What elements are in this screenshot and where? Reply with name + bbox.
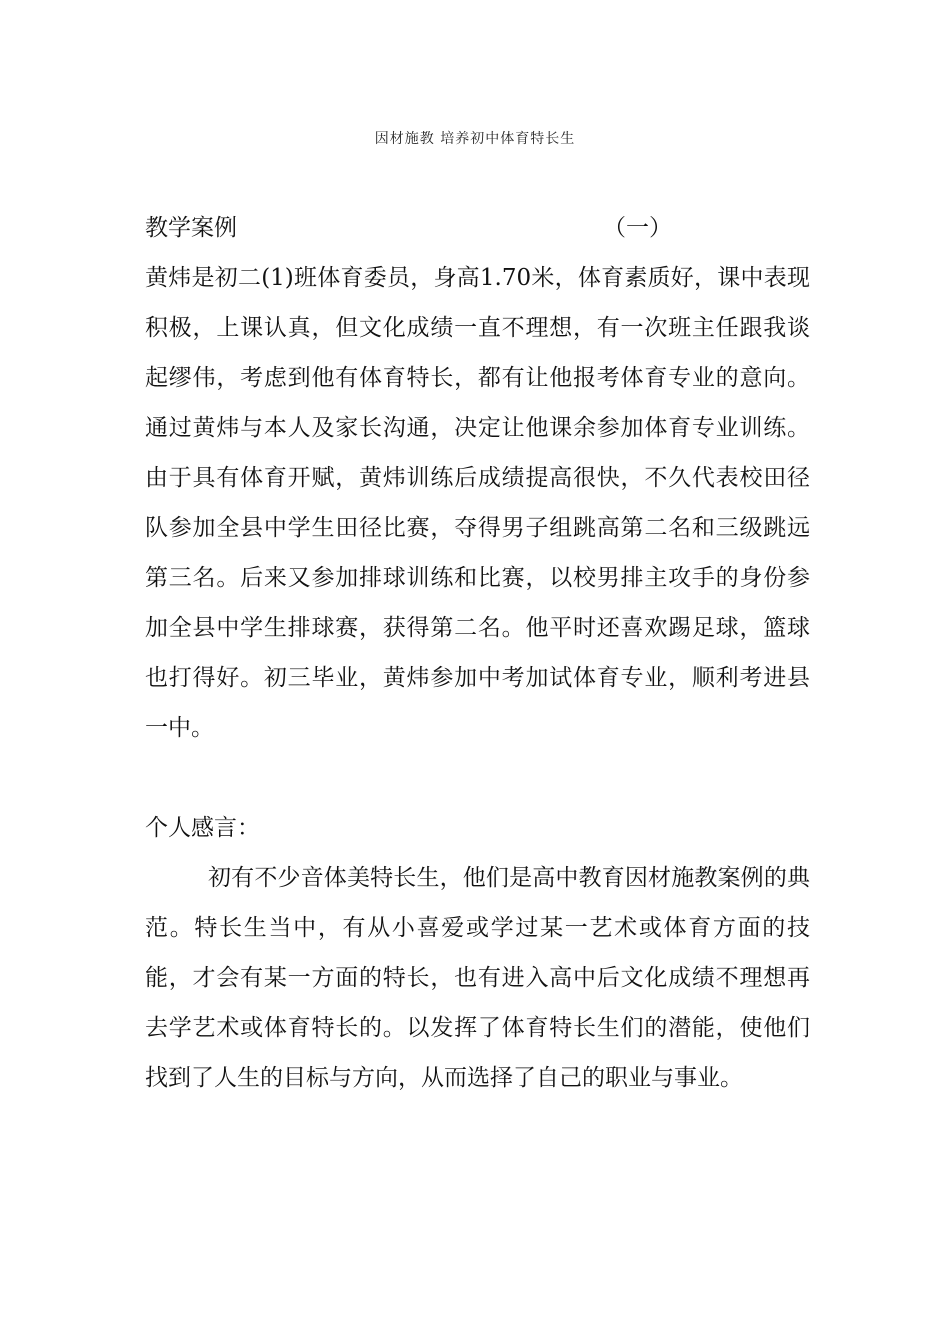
section-title-row bbox=[145, 203, 810, 253]
reflection-heading: 个人感言： bbox=[145, 815, 260, 841]
reflection-paragraph: 初有不少音体美特长生，他们是高中教育因材施教案例的典范。特长生当中，有从小喜爱或学过某一艺术或体育方面的技能，才会有某一方面的特长，也有进入高中后文化成绩不理想再去学艺术或体育特长的。以发挥了体育特长生们的潜能，使他们找到了人生的目标与方向，从而选择了自己的职业与事业。 bbox=[145, 865, 810, 1091]
document-body bbox=[145, 203, 810, 1103]
section-title: 教学案例 bbox=[145, 215, 237, 241]
case-number: （一） bbox=[603, 215, 672, 241]
running-header: 因材施教 培养初中体育特长生 bbox=[374, 131, 576, 147]
case-paragraph: 黄炜是初二(1)班体育委员，身高1.70米，体育素质好，课中表现积极，上课认真，但文化成绩一直不理想，有一次班主任跟我谈起缪伟，考虑到他有体育特长，都有让他报考体育专业的意向。通过黄炜与本人及家长沟通，决定让他课余参加体育专业训练。由于具有体育开赋，黄炜训练后成绩提高很快，不久代表校田径队参加全县中学生田径比赛，夺得男子组跳高第二名和三级跳远第三名。后来又参加排球训练和比赛，以校男排主攻手的身份参加全县中学生排球赛，获得第二名。他平时还喜欢踢足球，篮球也打得好。初三毕业，黄炜参加中考加试体育专业，顺利考进县一中。 bbox=[145, 265, 810, 741]
paragraph-gap bbox=[145, 753, 810, 803]
